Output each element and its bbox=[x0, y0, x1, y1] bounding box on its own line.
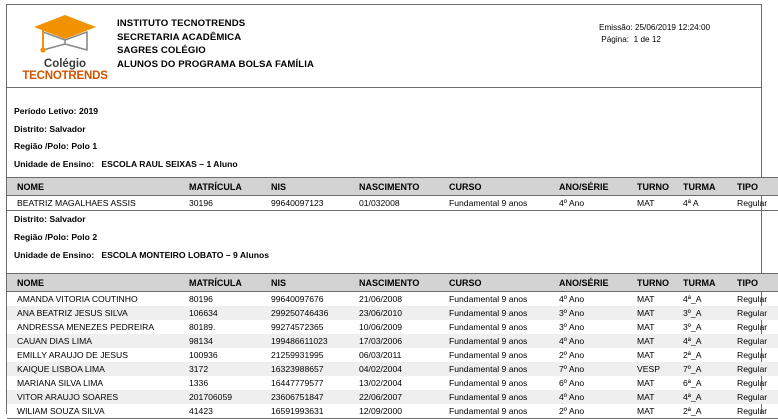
page-label: Página: bbox=[601, 35, 630, 44]
students-table-section-1 bbox=[7, 177, 778, 211]
cell-nome: EMILLY ARAUJO DE JESUS bbox=[17, 350, 128, 360]
cell-ano-serie: 6º Ano bbox=[559, 378, 585, 388]
report-header bbox=[6, 4, 762, 88]
cell-nascimento: 17/03/2006 bbox=[359, 334, 449, 348]
section-2-distrito bbox=[14, 214, 86, 225]
cell-turno: MAT bbox=[637, 404, 683, 419]
unidade-label: Unidade de Ensino: bbox=[14, 159, 95, 169]
col-ano-serie: ANO/SÉRIE bbox=[559, 178, 637, 196]
cell-ano-serie: 2º Ano bbox=[559, 404, 637, 419]
cell-tipo: Regular bbox=[737, 322, 768, 332]
col-nascimento: NASCIMENTO bbox=[359, 178, 449, 196]
table-row bbox=[7, 390, 778, 404]
cell-turma: 7º_A bbox=[683, 362, 737, 376]
cell-matricula: 80189. bbox=[189, 322, 216, 332]
emission-label: Emissão: bbox=[599, 23, 633, 32]
cell-curso: Fundamental 9 anos bbox=[449, 322, 528, 332]
school-logo bbox=[19, 11, 111, 83]
cell-tipo: Regular bbox=[737, 390, 778, 404]
cell-turma: 3º_A bbox=[683, 306, 737, 320]
unidade-label: Unidade de Ensino: bbox=[14, 250, 95, 260]
col-matricula: MATRÍCULA bbox=[189, 274, 271, 292]
cell-turma: 4ª_A bbox=[683, 390, 737, 404]
table-row bbox=[7, 404, 778, 419]
table-body-section-1 bbox=[7, 196, 778, 211]
cell-turma: 6ª_A bbox=[683, 378, 702, 388]
institution-line-2: SECRETARIA ACADÊMICA bbox=[117, 31, 242, 43]
cell-matricula: 30196 bbox=[189, 196, 271, 211]
cell-nascimento: 13/02/2004 bbox=[359, 378, 403, 388]
cell-matricula: 1336 bbox=[189, 378, 209, 388]
cell-nis: 99274572365 bbox=[271, 322, 324, 332]
regiao-label: Região /Polo: bbox=[14, 141, 69, 151]
col-nascimento: NASCIMENTO bbox=[359, 274, 449, 292]
cell-turno: MAT bbox=[637, 350, 655, 360]
cell-matricula: 80196 bbox=[189, 294, 213, 304]
cell-turma: 3º_A bbox=[683, 322, 702, 332]
cell-curso: Fundamental 9 anos bbox=[449, 196, 559, 211]
cell-turno: MAT bbox=[637, 322, 655, 332]
cell-turma: 2ª_A bbox=[683, 350, 702, 360]
col-turno: TURNO bbox=[637, 274, 683, 292]
cell-turno: MAT bbox=[637, 196, 683, 211]
cell-matricula: 201706059 bbox=[189, 390, 271, 404]
cell-matricula: 41423 bbox=[189, 404, 271, 419]
table-header-row bbox=[7, 274, 778, 292]
cell-ano-serie: 4º Ano bbox=[559, 334, 637, 348]
periodo-value: 2019 bbox=[78, 106, 99, 116]
distrito-label: Distrito: bbox=[14, 124, 47, 134]
cell-turma: 4ª A bbox=[683, 196, 737, 211]
cell-ano-serie: 4º Ano bbox=[559, 196, 637, 211]
col-nis: NIS bbox=[271, 178, 359, 196]
logo-line-1: Colégio bbox=[43, 58, 87, 70]
cell-nascimento: 01/032008 bbox=[359, 196, 449, 211]
regiao-label: Região /Polo: bbox=[14, 232, 69, 242]
cell-curso: Fundamental 9 anos bbox=[449, 306, 559, 320]
cell-nascimento: 23/06/2010 bbox=[359, 306, 449, 320]
distrito-value: Salvador bbox=[49, 214, 86, 224]
emission-info bbox=[599, 22, 710, 46]
cell-nis: 16591993631 bbox=[271, 404, 359, 419]
table-row bbox=[7, 292, 778, 307]
cell-tipo: Regular bbox=[737, 378, 768, 388]
cell-curso: Fundamental 9 anos bbox=[449, 404, 559, 419]
col-nome: NOME bbox=[7, 274, 189, 292]
cell-curso: Fundamental 9 anos bbox=[449, 294, 528, 304]
table-row bbox=[7, 334, 778, 348]
regiao-value: Polo 1 bbox=[71, 141, 98, 151]
page-row bbox=[599, 34, 710, 46]
periodo-letivo bbox=[14, 106, 98, 117]
cell-curso: Fundamental 9 anos bbox=[449, 350, 528, 360]
table-row bbox=[7, 362, 778, 376]
col-nis: NIS bbox=[271, 274, 359, 292]
cell-turma: 4ª_A bbox=[683, 294, 702, 304]
cell-nascimento: 21/06/2008 bbox=[359, 294, 403, 304]
cell-curso: Fundamental 9 anos bbox=[449, 390, 559, 404]
unidade-value: ESCOLA MONTEIRO LOBATO – 9 Alunos bbox=[101, 250, 269, 260]
cell-ano-serie: 4º Ano bbox=[559, 294, 585, 304]
section-1-distrito bbox=[14, 124, 86, 135]
cell-matricula: 98134 bbox=[189, 334, 271, 348]
institution-line-1: INSTITUTO TECNOTRENDS bbox=[117, 18, 246, 29]
col-turno: TURNO bbox=[637, 178, 683, 196]
col-tipo: TIPO bbox=[737, 274, 778, 292]
table-row bbox=[7, 348, 778, 362]
col-tipo: TIPO bbox=[737, 178, 778, 196]
section-1-unidade bbox=[14, 159, 238, 170]
cell-nome: WILIAM SOUZA SILVA bbox=[7, 404, 189, 419]
table-row bbox=[7, 306, 778, 320]
cell-nome: AMANDA VITORIA COUTINHO bbox=[17, 294, 138, 304]
cell-nascimento: 10/06/2009 bbox=[359, 322, 403, 332]
cell-nis: 16323988657 bbox=[271, 362, 359, 376]
cell-turma: 2ª_A bbox=[683, 404, 737, 419]
cell-nis: 99640097676 bbox=[271, 294, 324, 304]
table-body-section-2 bbox=[7, 292, 778, 419]
distrito-label: Distrito: bbox=[14, 214, 47, 224]
cell-curso: Fundamental 9 anos bbox=[449, 362, 559, 376]
cell-nis: 299250746436 bbox=[271, 306, 359, 320]
students-table-section-2 bbox=[7, 273, 778, 419]
cell-nascimento: 06/03/2011 bbox=[359, 350, 402, 360]
section-1-regiao bbox=[14, 141, 97, 152]
cell-tipo: Regular bbox=[737, 306, 778, 320]
col-nome: NOME bbox=[7, 178, 189, 196]
cell-nome: ANDRESSA MENEZES PEDREIRA bbox=[17, 322, 155, 332]
cell-curso: Fundamental 9 anos bbox=[449, 334, 559, 348]
cell-nome: BEATRIZ MAGALHAES ASSIS bbox=[7, 196, 189, 211]
cell-turno: MAT bbox=[637, 378, 655, 388]
cell-tipo: Regular bbox=[737, 362, 778, 376]
cell-nascimento: 22/06/2007 bbox=[359, 390, 449, 404]
institution-line-3: SAGRES COLÉGIO bbox=[117, 45, 206, 56]
cell-turno: VESP bbox=[637, 362, 683, 376]
cell-nis: 16447779577 bbox=[271, 378, 324, 388]
institution-titles bbox=[117, 17, 314, 71]
cell-tipo: Regular bbox=[737, 294, 768, 304]
col-ano-serie: ANO/SÉRIE bbox=[559, 274, 637, 292]
cell-nis: 199486611023 bbox=[271, 334, 359, 348]
cell-nascimento: 04/02/2004 bbox=[359, 362, 449, 376]
col-turma: TURMA bbox=[683, 274, 737, 292]
cell-tipo: Regular bbox=[737, 334, 778, 348]
table-row bbox=[7, 196, 778, 211]
section-2-regiao bbox=[14, 232, 97, 243]
cell-turno: MAT bbox=[637, 334, 683, 348]
cell-matricula: 100936 bbox=[189, 350, 218, 360]
distrito-value: Salvador bbox=[49, 124, 86, 134]
section-2-unidade bbox=[14, 250, 269, 261]
cell-nis: 99640097123 bbox=[271, 196, 359, 211]
col-curso: CURSO bbox=[449, 274, 559, 292]
cell-ano-serie: 2º Ano bbox=[559, 350, 585, 360]
graduation-cap-book-icon bbox=[19, 11, 111, 59]
cell-nis: 21259931995 bbox=[271, 350, 324, 360]
cell-ano-serie: 4º Ano bbox=[559, 390, 637, 404]
table-row bbox=[7, 320, 778, 334]
col-curso: CURSO bbox=[449, 178, 559, 196]
col-turma: TURMA bbox=[683, 178, 737, 196]
emission-value: 25/06/2019 12:24:00 bbox=[634, 23, 711, 32]
cell-turma: 4ª_A bbox=[683, 334, 737, 348]
cell-nome: CAUAN DIAS LIMA bbox=[7, 334, 189, 348]
cell-ano-serie: 7º Ano bbox=[559, 362, 637, 376]
cell-tipo: Regular bbox=[737, 350, 768, 360]
periodo-label: Período Letivo: bbox=[14, 106, 77, 116]
cell-turno: MAT bbox=[637, 294, 655, 304]
cell-nome: MARIANA SILVA LIMA bbox=[17, 378, 104, 388]
cell-tipo: Regular bbox=[737, 404, 778, 419]
cell-nascimento: 12/09/2000 bbox=[359, 404, 449, 419]
cell-nome: VITOR ARAUJO SOARES bbox=[7, 390, 189, 404]
emission-row bbox=[599, 22, 710, 34]
institution-line-4: ALUNOS DO PROGRAMA BOLSA FAMÍLIA bbox=[117, 58, 315, 70]
cell-matricula: 3172 bbox=[189, 362, 271, 376]
cell-tipo: Regular bbox=[737, 196, 778, 211]
cell-nis: 23606751847 bbox=[271, 390, 359, 404]
regiao-value: Polo 2 bbox=[71, 232, 98, 242]
cell-matricula: 106634 bbox=[189, 306, 271, 320]
col-matricula: MATRÍCULA bbox=[189, 178, 271, 196]
unidade-value: ESCOLA RAUL SEIXAS – 1 Aluno bbox=[101, 159, 238, 169]
cell-curso: Fundamental 9 anos bbox=[449, 378, 528, 388]
cell-ano-serie: 3º Ano bbox=[559, 322, 585, 332]
cell-ano-serie: 3º Ano bbox=[559, 306, 637, 320]
table-row bbox=[7, 376, 778, 390]
page-value: 1 de 12 bbox=[633, 35, 661, 44]
logo-line-2: TECNOTRENDS bbox=[22, 70, 108, 82]
cell-turno: MAT bbox=[637, 306, 683, 320]
table-header-row bbox=[7, 178, 778, 196]
cell-nome: ANA BEATRIZ JESUS SILVA bbox=[7, 306, 189, 320]
cell-turno: MAT bbox=[637, 390, 683, 404]
cell-nome: KAIQUE LISBOA LIMA bbox=[7, 362, 189, 376]
